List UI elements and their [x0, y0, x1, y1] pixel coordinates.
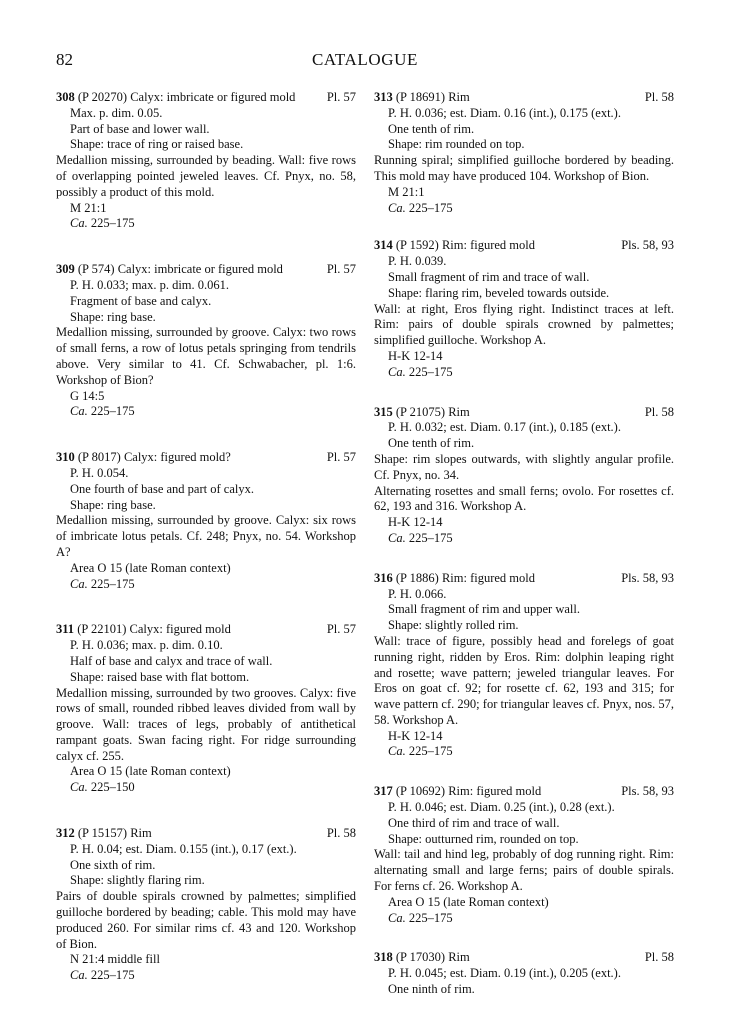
entry-description: Pairs of double spirals crowned by palmettes; simplified guilloche bordered by beading; cable. This mold may have produced 260. For similar rims cf. 43 and 120. Workshop of Bion.	[56, 889, 356, 951]
entry-date	[56, 216, 356, 232]
plate-reference: Pl. 58	[644, 404, 674, 419]
entry-date	[56, 780, 356, 796]
entry-line: Shape: slightly flaring rim.	[70, 873, 205, 888]
entry-description: Wall: tail and hind leg, probably of dog running right. Rim: alternating small and large ferns; pairs of double spirals. For ferns cf. 26. Workshop A.	[374, 847, 674, 894]
catalogue-entry	[374, 571, 674, 761]
entry-date	[374, 911, 674, 927]
entry-heading	[56, 450, 356, 466]
entry-number: 317	[374, 784, 393, 799]
entry-description: Alternating rosettes and small ferns; ovolo. For rosettes cf. 62, 193 and 316. Workshop A.	[374, 483, 674, 514]
entry-title: (P 1592) Rim: figured mold	[395, 238, 535, 253]
date-range: 225–175	[90, 404, 135, 419]
entry-line: Shape: raised base with flat bottom.	[70, 669, 250, 684]
entry-number: 312	[56, 826, 75, 841]
plate-reference: Pls. 58, 93	[621, 784, 674, 799]
date-range: 225–175	[90, 576, 135, 591]
entry-date	[56, 577, 356, 593]
entry-line: P. H. 0.036; est. Diam. 0.16 (int.), 0.175 (ext.).	[388, 105, 621, 120]
entry-number: 311	[56, 622, 75, 637]
entry-description: Shape: rim slopes outwards, with slightly angular profile. Cf. Pnyx, no. 34.	[374, 451, 674, 482]
plate-reference: Pls. 58, 93	[621, 238, 674, 253]
entry-line: P. H. 0.033; max. p. dim. 0.061.	[70, 277, 230, 292]
entry-title: (P 10692) Rim: figured mold	[395, 784, 542, 799]
catalogue-entry	[56, 450, 356, 592]
catalogue-entry	[374, 405, 674, 547]
page-number: 82	[56, 50, 73, 69]
entry-heading	[374, 784, 674, 800]
entry-date	[374, 531, 674, 547]
entry-line: P. H. 0.045; est. Diam. 0.19 (int.), 0.205 (ext.).	[388, 966, 621, 981]
entry-line: Shape: slightly rolled rim.	[388, 618, 519, 633]
entry-title: (P 20270) Calyx: imbricate or figured mold	[77, 90, 296, 104]
entry-context: H-K 12-14	[388, 348, 443, 363]
entry-context: M 21:1	[70, 200, 107, 215]
date-prefix: Ca.	[388, 364, 406, 379]
entry-line: Shape: ring base.	[70, 309, 156, 324]
entry-description: Medallion missing, surrounded by groove. Calyx: two rows of small ferns, a row of lotus petals springing from tendrils above. Very similar to 41. Cf. Schwabacher, pl. 1:6. Workshop of Bion?	[56, 325, 356, 387]
entry-line: Max. p. dim. 0.05.	[70, 105, 163, 120]
entry-line: Small fragment of rim and upper wall.	[388, 602, 580, 617]
entry-number: 314	[374, 238, 393, 253]
catalogue-entry	[56, 622, 356, 796]
entry-title: (P 8017) Calyx: figured mold?	[77, 450, 231, 465]
entry-number: 308	[56, 90, 75, 104]
entry-title: (P 21075) Rim	[395, 404, 470, 419]
entry-line: P. H. 0.054.	[70, 465, 129, 480]
entry-heading	[374, 238, 674, 254]
entry-description: Medallion missing, surrounded by groove. Calyx: six rows of imbricate lotus petals. Cf. 248; Pnyx, no. 54. Workshop A?	[56, 513, 356, 559]
catalogue-entry	[374, 238, 674, 380]
date-prefix: Ca.	[70, 968, 88, 983]
entry-number: 315	[374, 404, 393, 419]
date-range: 225–175	[408, 364, 453, 379]
date-range: 225–175	[408, 744, 453, 759]
catalogue-entry	[56, 262, 356, 420]
catalogue-entry	[56, 90, 356, 232]
plate-reference: Pl. 57	[326, 90, 356, 104]
entry-context: G 14:5	[70, 388, 105, 403]
entry-title: (P 1886) Rim: figured mold	[395, 570, 535, 585]
catalogue-entry	[374, 784, 674, 926]
entry-line: Shape: outturned rim, rounded on top.	[388, 831, 579, 846]
entry-context: Area O 15 (late Roman context)	[70, 764, 231, 779]
entry-heading	[56, 90, 356, 106]
page-header	[56, 50, 674, 76]
entry-line: Shape: rim rounded on top.	[388, 137, 525, 152]
entry-line: One tenth of rim.	[388, 436, 475, 451]
entry-date	[56, 968, 356, 984]
plate-reference: Pl. 57	[326, 622, 356, 637]
entry-line: P. H. 0.039.	[388, 254, 447, 269]
entry-description: Running spiral; simplified guilloche bordered by beading. This mold may have produced 104. Workshop of Bion.	[374, 153, 674, 183]
catalogue-entry	[56, 826, 356, 984]
entry-heading	[374, 950, 674, 966]
date-range: 225–175	[408, 200, 453, 215]
entry-context: Area O 15 (late Roman context)	[388, 894, 549, 909]
entry-line: One third of rim and trace of wall.	[388, 815, 560, 830]
date-prefix: Ca.	[70, 216, 88, 231]
date-range: 225–175	[90, 216, 135, 231]
plate-reference: Pls. 58, 93	[621, 570, 674, 585]
entry-number: 309	[56, 262, 75, 277]
entry-line: P. H. 0.04; est. Diam. 0.155 (int.), 0.17 (ext.).	[70, 841, 297, 856]
entry-title: (P 17030) Rim	[395, 950, 470, 965]
entry-heading	[56, 262, 356, 278]
left-column	[56, 90, 356, 984]
entry-description: Medallion missing, surrounded by two grooves. Calyx: five rows of small, rounded ribbed leaves divided from wall by groove. Wall: traces of legs, probably of antithetical rampant goats. Swan facing right. For ridge surrounding calyx cf. 255.	[56, 685, 356, 763]
entry-heading	[374, 571, 674, 587]
entry-line: Fragment of base and calyx.	[70, 293, 212, 308]
entry-line: Part of base and lower wall.	[70, 121, 210, 136]
entry-date	[374, 201, 674, 217]
plate-reference: Pl. 58	[326, 826, 356, 841]
entry-heading	[374, 90, 674, 106]
date-prefix: Ca.	[388, 200, 406, 215]
entry-description: Medallion missing, surrounded by beading. Wall: five rows of overlapping pointed jeweled leaves. Cf. Pnyx, no. 58, possibly a product of this mold.	[56, 153, 356, 199]
entry-number: 313	[374, 90, 393, 104]
date-prefix: Ca.	[388, 910, 406, 925]
entry-title: (P 22101) Calyx: figured mold	[77, 622, 231, 637]
entry-context: H-K 12-14	[388, 515, 443, 530]
entry-line: Shape: ring base.	[70, 497, 156, 512]
entry-context: H-K 12-14	[388, 728, 443, 743]
plate-reference: Pl. 57	[326, 450, 356, 465]
entry-title: (P 574) Calyx: imbricate or figured mold	[77, 262, 283, 277]
entry-line: Small fragment of rim and trace of wall.	[388, 269, 590, 284]
entry-line: One fourth of base and part of calyx.	[70, 481, 254, 496]
entry-line: P. H. 0.066.	[388, 586, 447, 601]
date-range: 225–150	[90, 780, 135, 795]
running-head: CATALOGUE	[311, 50, 419, 69]
entry-line: One sixth of rim.	[70, 857, 156, 872]
entry-context: N 21:4 middle fill	[70, 952, 160, 967]
catalogue-entry	[374, 90, 674, 216]
entry-date	[56, 404, 356, 420]
date-prefix: Ca.	[70, 576, 88, 591]
date-range: 225–175	[408, 910, 453, 925]
entry-heading	[56, 622, 356, 638]
entry-line: One ninth of rim.	[388, 982, 475, 997]
date-prefix: Ca.	[388, 744, 406, 759]
entry-line: P. H. 0.032; est. Diam. 0.17 (int.), 0.185 (ext.).	[388, 420, 621, 435]
plate-reference: Pl. 58	[644, 950, 674, 965]
entry-description: Wall: at right, Eros flying right. Indistinct traces at left. Rim: pairs of double spirals crowned by palmettes; simplified guilloche. Workshop A.	[374, 301, 674, 348]
entry-title: (P 18691) Rim	[395, 90, 470, 104]
entry-line: Shape: trace of ring or raised base.	[70, 137, 244, 152]
entry-number: 316	[374, 570, 393, 585]
catalogue-entry	[374, 950, 674, 997]
entry-date	[374, 365, 674, 381]
entry-context: Area O 15 (late Roman context)	[70, 560, 231, 575]
entry-date	[374, 744, 674, 760]
date-prefix: Ca.	[70, 404, 88, 419]
entry-line: One tenth of rim.	[388, 121, 475, 136]
entry-number: 310	[56, 450, 75, 465]
entry-description: Wall: trace of figure, possibly head and forelegs of goat running right, ridden by Eros. Rim: dolphin leaping right and rosette; wave pattern; jeweled triangular leaves. For Eros on goat cf. 92; for rosette cf. 62, 193 and 315; for wave pattern cf. 290; for triangular leaves cf. Pnyx, nos. 57, 58. Workshop A.	[374, 633, 674, 727]
right-column	[374, 90, 674, 998]
plate-reference: Pl. 57	[326, 262, 356, 277]
plate-reference: Pl. 58	[644, 90, 674, 104]
entry-heading	[56, 826, 356, 842]
date-range: 225–175	[408, 530, 453, 545]
entry-line: P. H. 0.046; est. Diam. 0.25 (int.), 0.28 (ext.).	[388, 800, 615, 815]
entry-line: Shape: flaring rim, beveled towards outside.	[388, 285, 610, 300]
date-prefix: Ca.	[70, 780, 88, 795]
entry-line: Half of base and calyx and trace of wall.	[70, 653, 273, 668]
entry-line: P. H. 0.036; max. p. dim. 0.10.	[70, 638, 223, 653]
entry-title: (P 15157) Rim	[77, 826, 152, 841]
entry-number: 318	[374, 950, 393, 965]
entry-context: M 21:1	[388, 184, 425, 199]
date-prefix: Ca.	[388, 530, 406, 545]
date-range: 225–175	[90, 968, 135, 983]
entry-heading	[374, 405, 674, 421]
